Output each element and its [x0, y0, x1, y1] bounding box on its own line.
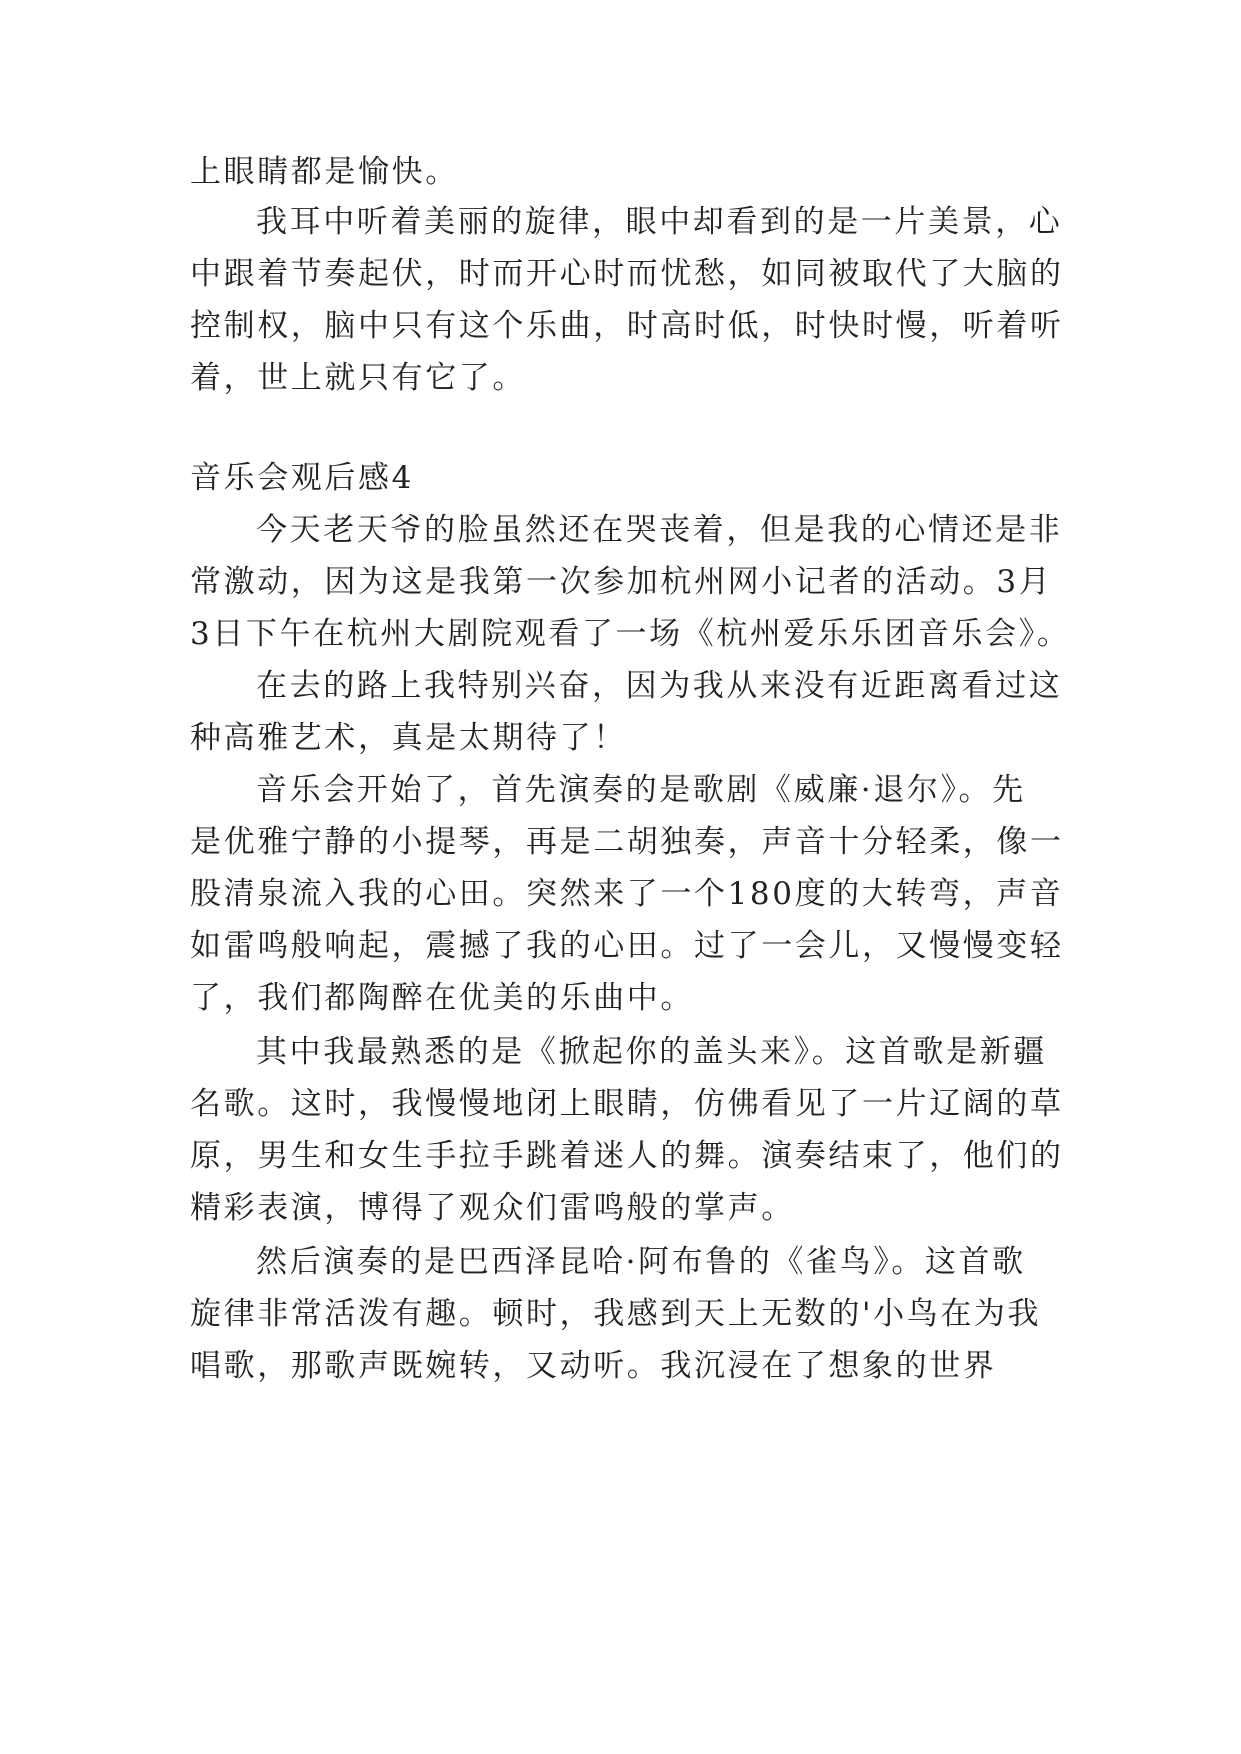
text-line: 精彩表演，博得了观众们雷鸣般的掌声。 [190, 1190, 795, 1226]
text-line: 3日下午在杭州大剧院观看了一场《杭州爱乐乐团音乐会》。 [190, 616, 1071, 652]
text-line: 唱歌，那歌声既婉转，又动听。我沉浸在了想象的世界 [190, 1348, 997, 1384]
text-line: 控制权，脑中只有这个乐曲，时高时低，时快时慢，听着听 [190, 308, 1064, 344]
text-line: 如雷鸣般响起，震撼了我的心田。过了一会儿，又慢慢变轻 [190, 928, 1064, 964]
text-line: 在去的路上我特别兴奋，因为我从来没有近距离看过这 [256, 668, 1063, 704]
text-line: 常激动，因为这是我第一次参加杭州网小记者的活动。3月 [190, 564, 1053, 600]
text-line: 旋律非常活泼有趣。顿时，我感到天上无数的'小鸟在为我 [190, 1296, 1042, 1332]
text-line: 种高雅艺术，真是太期待了！ [190, 720, 627, 756]
section-heading: 音乐会观后感4 [190, 460, 414, 496]
text-line: 我耳中听着美丽的旋律，眼中却看到的是一片美景，心 [256, 204, 1063, 240]
text-line: 音乐会开始了，首先演奏的是歌剧《威廉·退尔》。先 [256, 772, 1026, 808]
text-line: 然后演奏的是巴西泽昆哈·阿布鲁的《雀鸟》。这首歌 [256, 1244, 1026, 1280]
text-line: 着，世上就只有它了。 [190, 360, 526, 396]
text-line: 原，男生和女生手拉手跳着迷人的舞。演奏结束了，他们的 [190, 1138, 1064, 1174]
text-line: 中跟着节奏起伏，时而开心时而忧愁，如同被取代了大脑的 [190, 256, 1064, 292]
text-line: 上眼睛都是愉快。 [190, 154, 459, 190]
text-line: 名歌。这时，我慢慢地闭上眼睛，仿佛看见了一片辽阔的草 [190, 1086, 1064, 1122]
text-line: 了，我们都陶醉在优美的乐曲中。 [190, 980, 694, 1016]
text-line: 今天老天爷的脸虽然还在哭丧着，但是我的心情还是非 [256, 512, 1063, 548]
text-line: 其中我最熟悉的是《掀起你的盖头来》。这首歌是新疆 [256, 1034, 1047, 1070]
text-line: 股清泉流入我的心田。突然来了一个180度的大转弯，声音 [190, 876, 1064, 912]
text-line: 是优雅宁静的小提琴，再是二胡独奏，声音十分轻柔，像一 [190, 824, 1064, 860]
